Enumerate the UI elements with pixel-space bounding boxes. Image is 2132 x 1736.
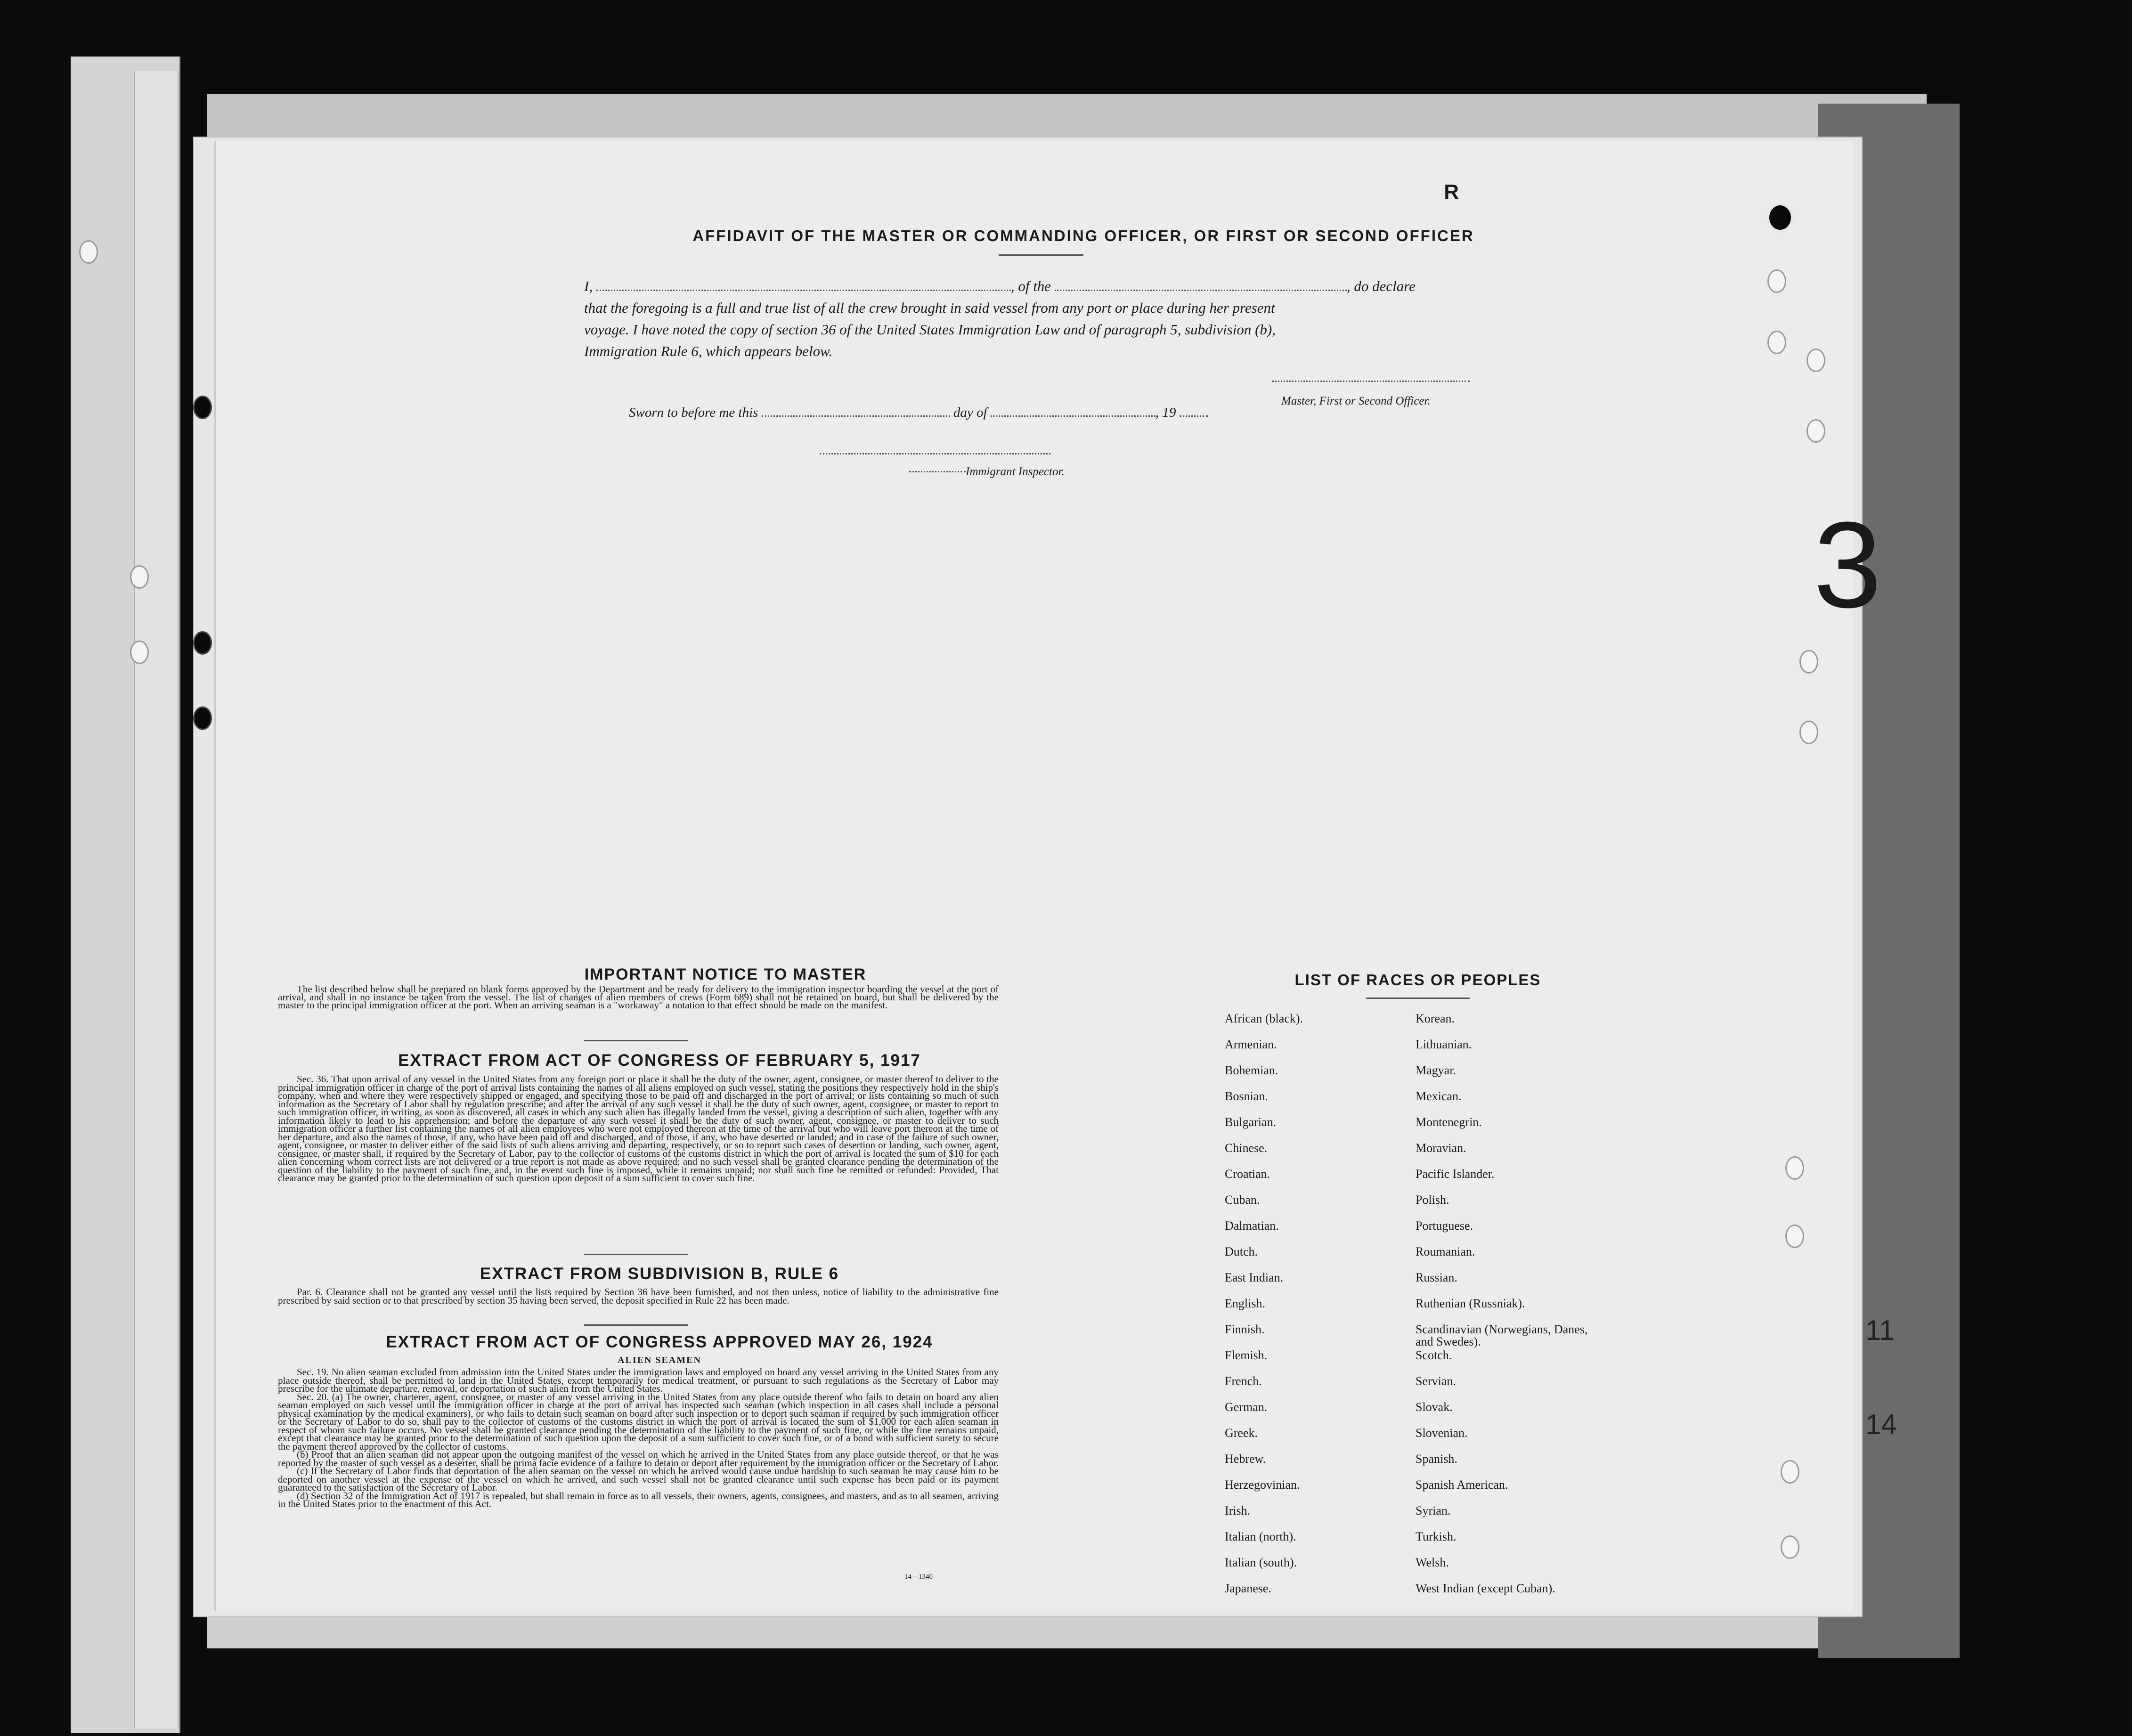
margin-mark: 11 xyxy=(1865,1314,1895,1346)
race-item: Slovak. xyxy=(1416,1400,1453,1414)
alien-seamen-subtitle: ALIEN SEAMEN xyxy=(618,1355,701,1365)
vessel-name-field[interactable] xyxy=(1055,290,1347,291)
inspector-signature-field[interactable] xyxy=(820,453,1050,454)
declaration-line: that the foregoing is a full and true list of all the crew brought in said vessel from any port or place during her present xyxy=(584,300,1275,316)
race-item: Spanish. xyxy=(1416,1452,1457,1466)
divider xyxy=(1366,998,1470,999)
race-item: Magyar. xyxy=(1416,1063,1456,1077)
binder-hole xyxy=(79,240,98,264)
affidavit-title: AFFIDAVIT OF THE MASTER OR COMMANDING OFFICER, OR FIRST OR SECOND OFFICER xyxy=(692,227,1474,244)
race-item: Dutch. xyxy=(1225,1245,1258,1258)
race-item: Dalmatian. xyxy=(1225,1219,1279,1233)
divider xyxy=(584,1040,688,1041)
race-item: Spanish American. xyxy=(1416,1478,1508,1492)
race-item: African (black). xyxy=(1225,1012,1303,1025)
declaration-line: voyage. I have noted the copy of section 36 of the United States Immigration Law and of paragraph 5, subdivision (b), xyxy=(584,321,1276,338)
extract-1924-body xyxy=(278,1368,999,1509)
declaration-i: I, xyxy=(584,278,593,294)
race-item: Finnish. xyxy=(1225,1322,1265,1336)
declaration-do-declare: , do declare xyxy=(1346,278,1416,294)
race-item: Greek. xyxy=(1225,1426,1258,1440)
sworn-year: , 19 xyxy=(1155,405,1176,420)
race-item: Welsh. xyxy=(1416,1556,1449,1569)
divider xyxy=(584,1324,688,1326)
binder-strip xyxy=(134,71,179,1728)
divider xyxy=(584,1254,688,1255)
binder-hole xyxy=(1767,269,1786,293)
form-number: 14—1340 xyxy=(904,1573,933,1581)
binder-hole xyxy=(1785,1225,1804,1248)
back-sheet-top-band xyxy=(207,94,1927,138)
master-signature-label: Master, First or Second Officer. xyxy=(1281,395,1431,407)
race-item: German. xyxy=(1225,1400,1268,1414)
race-item: Scotch. xyxy=(1416,1348,1452,1362)
race-item: Lithuanian. xyxy=(1416,1038,1472,1051)
notice-body: The list described below shall be prepared on blank forms approved by the Department and be ready for delivery to the immigration inspector boarding the vessel at the port of arrival, and shall in no instance be taken from the vessel. The list of changes of alien members of crews (Form 689) shall not be retained on board, but shall be delivered by the master to the principal immigration officer at the port. When an arriving seaman is a "workaway" a notation to that effect should be made on the manifest. xyxy=(278,983,999,1011)
margin-mark: 14 xyxy=(1865,1409,1897,1440)
race-item: Cuban. xyxy=(1225,1193,1260,1207)
race-item: Mexican. xyxy=(1416,1089,1462,1103)
binder-hole xyxy=(1807,349,1825,372)
binder-hole xyxy=(130,565,149,589)
race-item: French. xyxy=(1225,1374,1262,1388)
race-item: Bulgarian. xyxy=(1225,1115,1277,1129)
binder-hole xyxy=(1781,1460,1799,1484)
master-signature-field[interactable] xyxy=(1272,381,1470,382)
declaration-of-the: , of the xyxy=(1010,278,1051,294)
race-item: Italian (north). xyxy=(1225,1530,1296,1543)
race-item: Slovenian. xyxy=(1416,1426,1468,1440)
race-item: Syrian. xyxy=(1416,1504,1451,1517)
binder-hole xyxy=(193,706,212,730)
race-item: English. xyxy=(1225,1297,1265,1310)
notice-title: IMPORTANT NOTICE TO MASTER xyxy=(584,965,867,983)
race-item: Hebrew. xyxy=(1225,1452,1266,1466)
race-item: Turkish. xyxy=(1416,1530,1457,1543)
race-item: Roumanian. xyxy=(1416,1245,1475,1258)
stamp xyxy=(612,180,1507,204)
race-item: Scandinavian (Norwegians, Danes, and Swedes). xyxy=(1416,1322,1588,1348)
extract-rule6-title: EXTRACT FROM SUBDIVISION B, RULE 6 xyxy=(480,1265,839,1283)
extract-1924-title: EXTRACT FROM ACT OF CONGRESS APPROVED MAY 26, 1924 xyxy=(386,1333,933,1351)
extract-rule6-body: Par. 6. Clearance shall not be granted any vessel until the lists required by Section 36 have been furnished, and not then unless, notice of liability to the administrative fine prescribed by said section or to that prescribed by section 35 having been served, the deposit specified in Rule 22 has been made. xyxy=(278,1286,999,1306)
sworn-month-field[interactable] xyxy=(991,415,1156,417)
stamp-letter: R xyxy=(1444,180,1460,203)
margin-digit: 3 xyxy=(1814,497,1882,633)
race-item: Montenegrin. xyxy=(1416,1115,1482,1129)
binder-hole xyxy=(1766,203,1794,233)
sec20c-paragraph: (c) If the Secretary of Labor finds that deportation of the alien seaman on the vessel on which he arrived would cause undue hardship to such seaman he may cause him to be deported on another vessel at the expense of the vessel on which he arrived, and such vessel shall not be granted clearance until such expense has been paid or its payment guaranteed to the satisfaction of the Secretary of Labor. xyxy=(278,1465,999,1493)
races-title: LIST OF RACES OR PEOPLES xyxy=(1294,971,1541,989)
race-item: Pacific Islander. xyxy=(1416,1167,1495,1181)
race-item: Flemish. xyxy=(1225,1348,1268,1362)
sec19-paragraph: Sec. 19. No alien seaman excluded from admission into the United States under the immigration laws and employed on board any vessel arriving in the United States from any place outside thereof, shall be permitted to land in the United States, except temporarily for medical treatment, or pursuant to such regulations as the Secretary of Labor may prescribe for the ultimate departure, removal, or deportation of such alien from the United States. xyxy=(278,1366,999,1394)
race-item: Bosnian. xyxy=(1225,1089,1268,1103)
race-item: Irish. xyxy=(1225,1504,1251,1517)
race-item: West Indian (except Cuban). xyxy=(1416,1582,1555,1595)
race-item: Moravian. xyxy=(1416,1141,1466,1155)
sworn-text: Sworn to before me this xyxy=(629,405,758,420)
binder-hole xyxy=(1799,650,1818,673)
race-item: Italian (south). xyxy=(1225,1556,1297,1569)
race-item: Chinese. xyxy=(1225,1141,1268,1155)
sworn-day-field[interactable] xyxy=(762,415,950,417)
binder-hole xyxy=(1785,1156,1804,1180)
binder-hole xyxy=(1799,721,1818,744)
race-item: East Indian. xyxy=(1225,1271,1284,1284)
race-item: Bohemian. xyxy=(1225,1063,1278,1077)
binder-hole xyxy=(1807,419,1825,443)
sec20a-paragraph: Sec. 20. (a) The owner, charterer, agent, consignee, or master of any vessel arriving in the United States from any place outside thereof who fails to detain on board any alien seaman employed on such vessel until the immigration officer in charge at the port of arrival has inspected such seaman (which inspection in all cases shall include a personal physical examination by the medical examiners), or who fails to detain such seaman on board after such inspection or to deport such seaman if required by such immigration officer or the Secretary of Labor to do so, shall pay to the collector of customs of the customs district in which the port of arrival is located the sum of $1,000 for each alien seaman in respect of whom such failure occurs. No vessel shall be granted clearance pending the determination of the liability to the payment of such fine, or while the fine remains unpaid, except that clearance may be granted prior to the determination of such question upon the deposit of a sum sufficient to cover such fine, or of a bond with sufficient surety to secure the payment thereof approved by the collector of customs. xyxy=(278,1391,999,1452)
race-item: Armenian. xyxy=(1225,1038,1277,1051)
binder-hole xyxy=(193,396,212,419)
sworn-year-field[interactable] xyxy=(1180,415,1208,417)
extract-1917-body: Sec. 36. That upon arrival of any vessel in the United States from any foreign port or place it shall be the duty of the owner, agent, consignee, or master thereof to deliver to the principal immigration officer in charge of the port of arrival lists containing the names of all aliens employed on such vessel, stating the positions they respectively hold in the ship's company, when and where they were respectively shipped or engaged, and specifying those to be paid off and discharged in the port of arrival; or lists containing so much of such information as the Secretary of Labor shall by regulation prescribe; and after the arrival of any such vessel it shall be the duty of such owner, agent, consignee, or master to report to such immigration officer, in writing, as soon as discovered, all cases in which any such alien has illegally landed from the vessel, giving a description of such alien, together with any information likely to lead to his apprehension; and before the departure of any such vessel it shall be the duty of such owner, agent, consignee, or master to deliver to such immigration officer a further list containing the names of all alien employees who were not employed thereon at the time of the arrival but who will leave port thereon at the time of her departure, and also the names of those, if any, who have been paid off and discharged, and of those, if any, who have deserted or landed; and in case of the failure of such owner, agent, consignee, or master to deliver either of the said lists of such aliens arriving and departing, respectively, or so to report such cases of desertion or landing, such owner, agent, consignee, or master shall, if required by the Secretary of Labor, pay to the collector of customs of the customs district in which the port of arrival is located the sum of $10 for each alien concerning whom correct lists are not delivered or a true report is not made as above required; and no such vessel shall be granted clearance pending the determination of the question of the liability to the payment of such fine, and, in the event such fine is imposed, while it remains unpaid; nor shall such fine be remitted or refunded: Provided, That clearance may be granted prior to the determination of such question upon deposit of a sum sufficient to cover such fine. xyxy=(278,1073,999,1184)
divider xyxy=(999,254,1083,256)
sec20d-paragraph: (d) Section 32 of the Immigration Act of 1917 is repealed, but shall remain in force as to all vessels, their owners, agents, consignees, and masters, and as to all seamen, arriving in the United States prior to the enactment of this Act. xyxy=(278,1490,999,1509)
binder-hole xyxy=(1781,1535,1799,1559)
extract-1917-title: EXTRACT FROM ACT OF CONGRESS OF FEBRUARY 5, 1917 xyxy=(398,1051,921,1070)
inspector-dotted-lead xyxy=(909,471,966,472)
race-item: Japanese. xyxy=(1225,1582,1271,1595)
sworn-line xyxy=(629,405,1208,421)
binder-hole xyxy=(1767,331,1786,354)
inspector-label: Immigrant Inspector. xyxy=(966,465,1065,478)
race-item: Polish. xyxy=(1416,1193,1449,1207)
sec20b-paragraph: (b) Proof that an alien seaman did not appear upon the outgoing manifest of the vessel on which he arrived in the United States from any place outside thereof, or that he was reported by the master of such vessel as a deserter, shall be prima facie evidence of a failure to detain or deport after requirement by the immigration officer or the Secretary of Labor. xyxy=(278,1449,999,1468)
race-item: Russian. xyxy=(1416,1271,1457,1284)
race-item: Servian. xyxy=(1416,1374,1456,1388)
race-item: Herzegovinian. xyxy=(1225,1478,1300,1492)
sworn-day-of: day of xyxy=(953,405,987,420)
race-item: Portuguese. xyxy=(1416,1219,1473,1233)
race-item: Croatian. xyxy=(1225,1167,1270,1181)
race-item: Korean. xyxy=(1416,1012,1455,1025)
race-item: Ruthenian (Russniak). xyxy=(1416,1297,1525,1310)
binder-hole xyxy=(193,631,212,655)
affidavit-declaration xyxy=(584,276,1517,362)
binder-hole xyxy=(130,641,149,664)
declaration-line: Immigration Rule 6, which appears below. xyxy=(584,343,833,359)
master-name-field[interactable] xyxy=(596,290,1011,291)
